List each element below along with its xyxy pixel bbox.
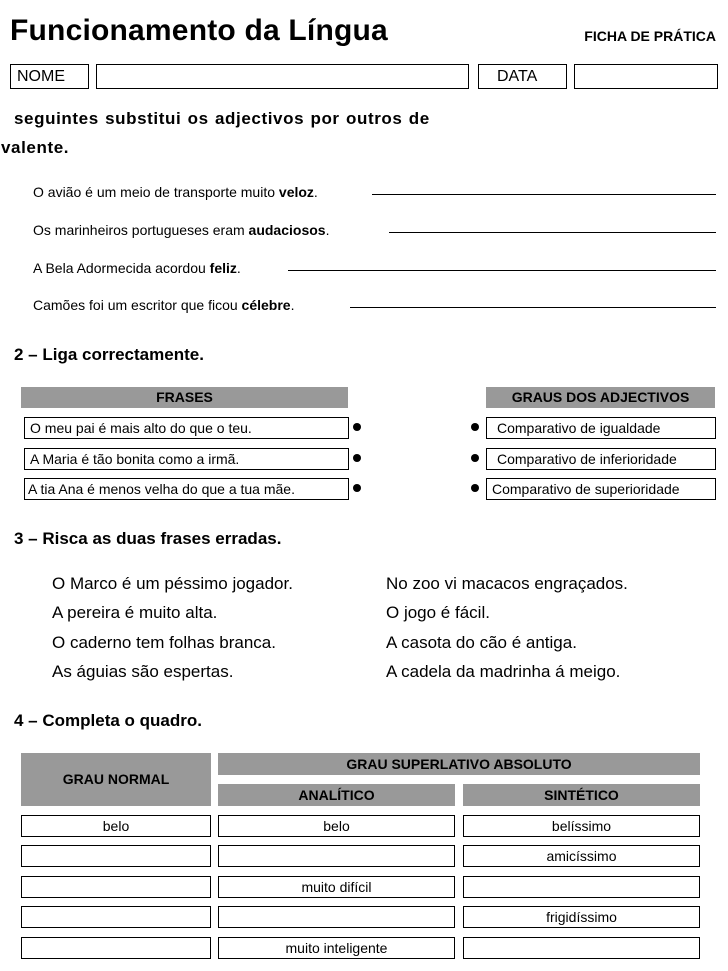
table-cell-sintetico[interactable]: amicíssimo — [463, 845, 700, 867]
table-cell-normal[interactable]: belo — [21, 815, 211, 837]
exercise4-title: 4 – Completa o quadro. — [14, 711, 202, 730]
data-label: DATA — [497, 68, 538, 85]
graus-header: GRAUS DOS ADJECTIVOS — [486, 387, 715, 408]
degree-box: Comparativo de inferioridade — [486, 448, 716, 470]
table-cell-analitico[interactable]: muito difícil — [218, 876, 455, 898]
grau-superlativo-header: GRAU SUPERLATIVO ABSOLUTO — [218, 753, 700, 775]
table-cell-analitico[interactable]: belo — [218, 815, 455, 837]
degree-box: Comparativo de igualdade — [486, 417, 716, 439]
left-connector-dot[interactable] — [353, 423, 361, 431]
degree-box: Comparativo de superioridade — [486, 478, 716, 500]
page-title: Funcionamento da Língua — [10, 14, 388, 47]
table-cell-analitico[interactable]: muito inteligente — [218, 937, 455, 959]
nome-label-box — [10, 64, 89, 89]
sentence-right[interactable]: A casota do cão é antiga. — [386, 633, 577, 652]
nome-field[interactable] — [96, 64, 469, 89]
answer-line[interactable] — [288, 270, 716, 271]
table-cell-analitico[interactable] — [218, 845, 455, 867]
data-field[interactable] — [574, 64, 718, 89]
right-connector-dot[interactable] — [471, 423, 479, 431]
right-connector-dot[interactable] — [471, 484, 479, 492]
sentence-right[interactable]: A cadela da madrinha á meigo. — [386, 662, 621, 681]
sintetico-header: SINTÉTICO — [463, 784, 700, 806]
table-cell-normal[interactable] — [21, 845, 211, 867]
exercise1-sentence: Camões foi um escritor que ficou célebre. — [33, 297, 295, 313]
worksheet-subtitle: FICHA DE PRÁTICA — [584, 28, 716, 44]
analitico-header: ANALÍTICO — [218, 784, 455, 806]
exercise1-sentence: A Bela Adormecida acordou feliz. — [33, 260, 241, 276]
phrase-box: O meu pai é mais alto do que o teu. — [24, 417, 349, 439]
exercise3-title: 3 – Risca as duas frases erradas. — [14, 529, 282, 548]
exercise1-instruction-line1: seguintes substitui os adjectivos por outros de — [14, 109, 430, 128]
exercise1-instruction-line2: valente. — [1, 138, 70, 157]
exercise1-sentence: O avião é um meio de transporte muito veloz. — [33, 184, 318, 200]
data-label-box — [478, 64, 567, 89]
table-cell-sintetico[interactable]: frigidíssimo — [463, 906, 700, 928]
sentence-left[interactable]: A pereira é muito alta. — [52, 603, 218, 622]
frases-header: FRASES — [21, 387, 348, 408]
adjective-highlight: célebre — [241, 297, 291, 313]
table-cell-normal[interactable] — [21, 876, 211, 898]
sentence-left[interactable]: As águias são espertas. — [52, 662, 234, 681]
phrase-box: A tia Ana é menos velha do que a tua mãe. — [24, 478, 349, 500]
answer-line[interactable] — [350, 307, 716, 308]
right-connector-dot[interactable] — [471, 454, 479, 462]
sentence-left[interactable]: O caderno tem folhas branca. — [52, 633, 276, 652]
answer-line[interactable] — [389, 232, 716, 233]
left-connector-dot[interactable] — [353, 454, 361, 462]
adjective-highlight: feliz — [209, 260, 237, 276]
sentence-left[interactable]: O Marco é um péssimo jogador. — [52, 574, 293, 593]
adjective-highlight: audaciosos — [248, 222, 326, 238]
adjective-highlight: veloz — [278, 184, 314, 200]
table-cell-sintetico[interactable] — [463, 937, 700, 959]
table-cell-normal[interactable] — [21, 937, 211, 959]
exercise2-title: 2 – Liga correctamente. — [14, 345, 204, 364]
sentence-right[interactable]: O jogo é fácil. — [386, 603, 490, 622]
answer-line[interactable] — [372, 194, 716, 195]
phrase-box: A Maria é tão bonita como a irmã. — [24, 448, 349, 470]
sentence-right[interactable]: No zoo vi macacos engraçados. — [386, 574, 628, 593]
grau-normal-header: GRAU NORMAL — [21, 753, 211, 806]
nome-label: NOME — [17, 68, 65, 85]
table-cell-normal[interactable] — [21, 906, 211, 928]
table-cell-sintetico[interactable] — [463, 876, 700, 898]
exercise1-sentence: Os marinheiros portugueses eram audaciosos. — [33, 222, 330, 238]
table-cell-analitico[interactable] — [218, 906, 455, 928]
left-connector-dot[interactable] — [353, 484, 361, 492]
table-cell-sintetico[interactable]: belíssimo — [463, 815, 700, 837]
